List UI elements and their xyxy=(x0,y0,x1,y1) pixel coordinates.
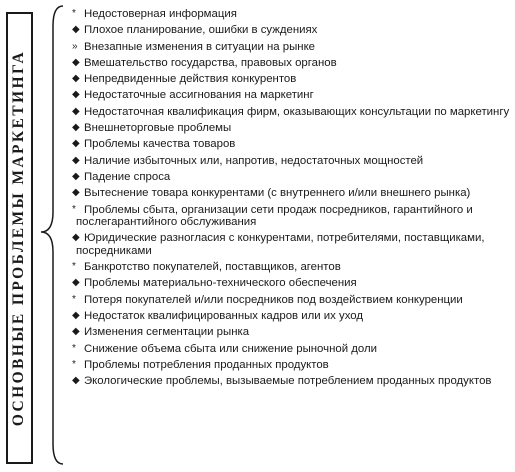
list-item-label: Юридические разногласия с конкурентами, потребителями, поставщиками, посредниками xyxy=(76,232,485,257)
list-item xyxy=(70,294,510,307)
list-item xyxy=(70,24,510,37)
diamond-bullet-icon: ◆ xyxy=(72,277,80,289)
list-item-label: Проблемы потребления проданных продуктов xyxy=(84,358,329,371)
list-item-label: Экологические проблемы, вызываемые потреблением проданных продуктов xyxy=(84,375,492,388)
list-item-label: Проблемы сбыта, организации сети продаж посредников, гарантийного и послегарантийного обслуживания xyxy=(76,203,473,229)
list-item xyxy=(70,310,510,323)
asterisk-bullet-icon: * xyxy=(72,293,76,305)
list-item-label: Проблемы качества товаров xyxy=(84,138,236,151)
list-item xyxy=(70,41,510,54)
diamond-bullet-icon: ◆ xyxy=(72,326,80,338)
diamond-bullet-icon: ◆ xyxy=(72,24,80,36)
diamond-bullet-icon: ◆ xyxy=(72,89,80,101)
asterisk-bullet-icon: * xyxy=(72,342,76,354)
asterisk-bullet-icon: * xyxy=(72,8,76,19)
list-item xyxy=(70,73,510,86)
asterisk-bullet-icon: * xyxy=(72,358,76,370)
list-item xyxy=(70,232,510,257)
list-item-label: Падение спроса xyxy=(84,170,171,183)
list-item xyxy=(70,8,510,21)
diamond-bullet-icon: ◆ xyxy=(72,105,80,117)
list-item xyxy=(70,261,510,274)
list-item xyxy=(70,138,510,151)
list-item-label: Снижение объема сбыта или снижение рыночной доли xyxy=(84,342,377,355)
list-item-label: Внезапные изменения в ситуации на рынке xyxy=(84,40,316,53)
list-item xyxy=(70,155,510,168)
diamond-bullet-icon: ◆ xyxy=(72,56,80,68)
diamond-bullet-icon: ◆ xyxy=(72,122,80,134)
list-item-label: Недостаточная квалификация фирм, оказывающих консультации по маркетингу xyxy=(84,105,510,118)
asterisk-bullet-icon: * xyxy=(72,261,76,273)
side-title: ОСНОВНЫЕ ПРОБЛЕМЫ МАРКЕТИНГА xyxy=(10,49,27,427)
list-item-label: Недостаток квалифицированных кадров или их уход xyxy=(84,310,364,323)
list-item xyxy=(70,57,510,70)
list-item xyxy=(70,89,510,102)
list-item xyxy=(70,171,510,184)
list-item xyxy=(70,375,510,388)
list-item xyxy=(70,187,510,200)
diamond-bullet-icon: ◆ xyxy=(72,187,80,199)
list-item-label: Плохое планирование, ошибки в суждениях xyxy=(84,24,318,37)
guillemet-bullet-icon: » xyxy=(72,40,78,52)
list-item-label: Проблемы материально-технического обеспечения xyxy=(84,277,357,290)
list-item xyxy=(70,359,510,372)
list-item xyxy=(70,122,510,135)
list-item-label: Недостаточные ассигнования на маркетинг xyxy=(84,89,314,102)
list-item-label: Банкротство покупателей, поставщиков, агентов xyxy=(84,261,341,274)
diamond-bullet-icon: ◆ xyxy=(72,232,80,244)
list-item-label: Внешнеторговые проблемы xyxy=(84,122,232,135)
list-item-label: Непредвиденные действия конкурентов xyxy=(84,73,297,86)
list-item-label: Потеря покупателей и/или посредников под воздействием конкуренции xyxy=(84,293,463,306)
list-item-label: Недостоверная информация xyxy=(84,8,237,20)
list-item-label: Изменения сегментации рынка xyxy=(84,326,250,339)
diamond-bullet-icon: ◆ xyxy=(72,170,80,182)
problems-list xyxy=(70,8,510,392)
diamond-bullet-icon: ◆ xyxy=(72,154,80,166)
list-item xyxy=(70,326,510,339)
list-item xyxy=(70,343,510,356)
asterisk-bullet-icon: * xyxy=(72,203,76,215)
list-item-label: Наличие избыточных или, напротив, недостаточных мощностей xyxy=(84,154,424,167)
diamond-bullet-icon: ◆ xyxy=(72,375,80,387)
diamond-bullet-icon: ◆ xyxy=(72,138,80,150)
curly-brace-icon xyxy=(33,0,73,472)
list-item xyxy=(70,277,510,290)
diamond-bullet-icon: ◆ xyxy=(72,310,80,322)
list-item-label: Вытеснение товара конкурентами (с внутреннего и/или внешнего рынка) xyxy=(84,187,471,200)
list-item-label: Вмешательство государства, правовых органов xyxy=(84,56,337,69)
list-item xyxy=(70,106,510,119)
list-item xyxy=(70,204,510,229)
diamond-bullet-icon: ◆ xyxy=(72,73,80,85)
